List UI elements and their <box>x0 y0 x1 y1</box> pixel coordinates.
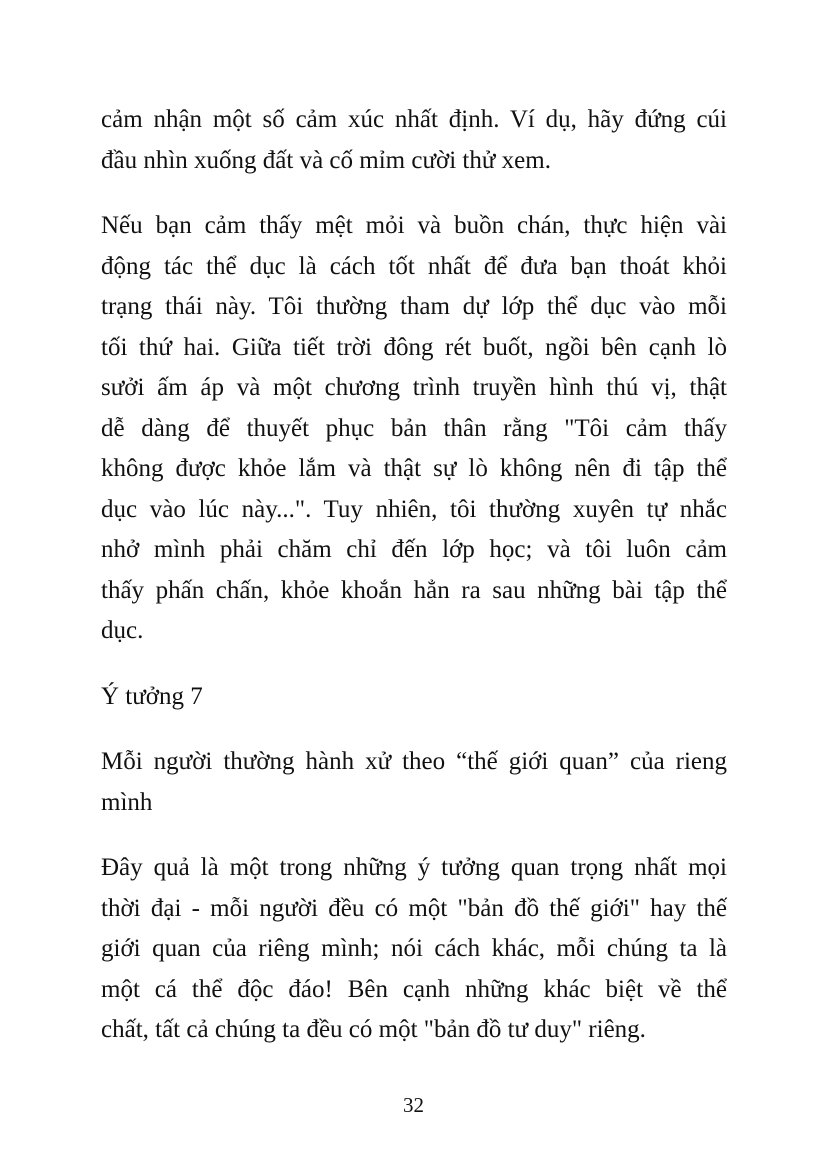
subheading-line: mình <box>101 788 153 816</box>
section-heading <box>101 677 727 718</box>
text-line: Nếu bạn cảm thấy mệt mỏi và buồn chán, thực hiện vài <box>101 212 727 239</box>
heading-text: Ý tưởng 7 <box>101 682 203 710</box>
paragraph-3 <box>101 848 727 1051</box>
text-line: động tác thể dục là cách tốt nhất để đưa bạn thoát khỏi <box>101 252 727 280</box>
text-line: tối thứ hai. Giữa tiết trời đông rét buốt, ngồi bên cạnh lò <box>101 333 727 361</box>
text-line: thấy phấn chấn, khỏe khoắn hẳn ra sau những bài tập thể <box>101 576 727 604</box>
text-line: Đây quả là một trong những ý tưởng quan trọng nhất mọi <box>101 854 727 881</box>
text-line: chất, tất cả chúng ta đều có một "bản đồ tư duy" riêng. <box>101 1016 646 1043</box>
text-line: cảm nhận một số cảm xúc nhất định. Ví dụ, hãy đứng cúi <box>101 106 727 133</box>
page-number: 32 <box>403 1093 424 1117</box>
subheading-line: Mỗi người thường hành xử theo “thế giới quan” của rieng <box>101 748 727 775</box>
text-line: dục vào lúc này...". Tuy nhiên, tôi thường xuyên tự nhắc <box>101 495 727 523</box>
paragraph-1 <box>101 100 727 181</box>
paragraph-2 <box>101 206 727 652</box>
text-line: trạng thái này. Tôi thường tham dự lớp thể dục vào mỗi <box>101 293 727 320</box>
page-body <box>101 100 727 1051</box>
text-line: một cá thể độc đáo! Bên cạnh những khác biệt về thể <box>101 975 727 1003</box>
text-line: nhở mình phải chăm chỉ đến lớp học; và tôi luôn cảm <box>101 536 727 563</box>
text-line: thời đại - mỗi người đều có một "bản đồ thế giới" hay thế <box>101 894 727 922</box>
text-line: không được khỏe lắm và thật sự lò không nên đi tập thể <box>101 455 727 482</box>
text-line: sưởi ấm áp và một chương trình truyền hình thú vị, thật <box>101 374 727 401</box>
text-line: dễ dàng để thuyết phục bản thân rằng "Tôi cảm thấy <box>101 414 727 442</box>
text-line: dục. <box>101 617 144 644</box>
section-subheading <box>101 742 727 823</box>
text-line: giới quan của riêng mình; nói cách khác, mỗi chúng ta là <box>101 935 727 962</box>
text-line: đầu nhìn xuống đất và cố mỉm cười thử xem. <box>101 146 551 174</box>
